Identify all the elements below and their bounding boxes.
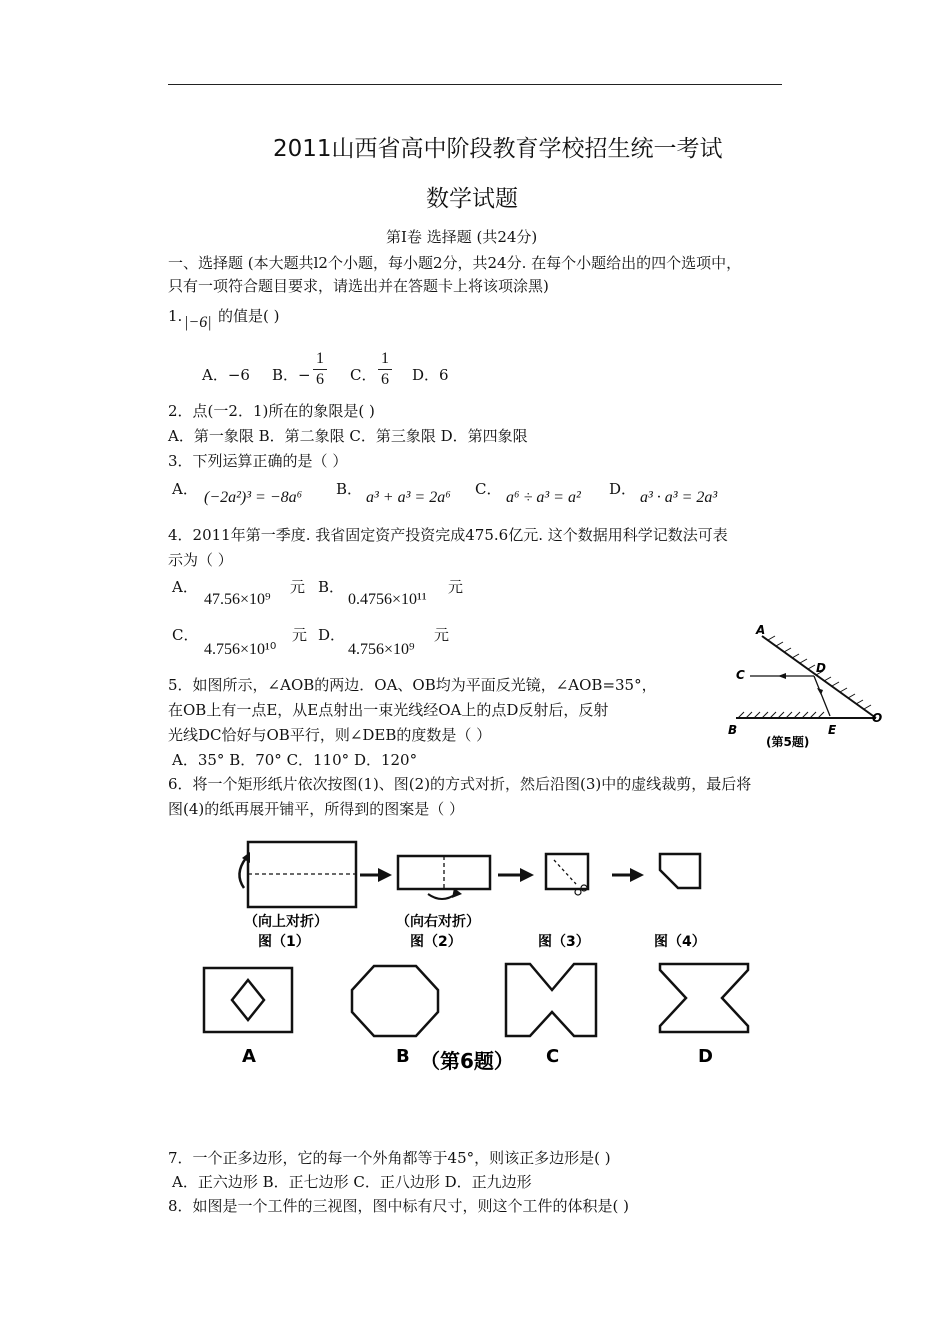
- q6-figure-caption: （第6题）: [420, 1049, 514, 1073]
- top-rule: [168, 84, 782, 85]
- instructions-line-2: 只有一项符合题目要求，请选出并在答题卡上将该项涂黑): [168, 277, 549, 295]
- q4-unit-a: 元: [290, 578, 306, 596]
- q1-option-c: C．: [350, 366, 377, 384]
- q1-expression: |−6|: [184, 314, 212, 331]
- ray-dc-arrow: [778, 673, 786, 679]
- fig1-fold-arrow: [239, 858, 246, 888]
- q1-fraction-b-den: 6: [316, 371, 324, 388]
- q4-label-c: C．: [172, 626, 199, 644]
- q3-label-d: D．: [609, 480, 637, 498]
- step-arrowhead-3: [630, 868, 644, 882]
- q1-fraction-c-num: 1: [381, 350, 389, 367]
- q1-option-d: D．6: [412, 366, 449, 384]
- q2-stem: 2．点(一2．1)所在的象限是( ): [168, 402, 375, 420]
- q4-expr-a: 47.56×10⁹: [204, 591, 271, 608]
- q1-fraction-c-bar: [378, 369, 392, 370]
- q5-line-1: 5．如图所示，∠AOB的两边．OA、OB均为平面反光镜，∠AOB=35°，: [168, 676, 657, 694]
- step-arrowhead-2: [520, 868, 534, 882]
- subject-title: 数学试题: [426, 186, 518, 212]
- option-a-rectangle: [204, 968, 292, 1032]
- option-d-label: D: [698, 1046, 713, 1067]
- exam-title: 2011山西省高中阶段教育学校招生统一考试: [273, 136, 723, 162]
- q1-fraction-b: [313, 350, 327, 389]
- section-heading: 第Ⅰ卷 选择题 (共24分): [386, 228, 538, 246]
- q3-expr-c: a⁶ ÷ a³ = a²: [506, 489, 581, 506]
- fig3-square: [546, 854, 588, 889]
- q4-stem-line-2: 示为（ ）: [168, 551, 233, 569]
- option-d-shape: [660, 964, 748, 1032]
- option-b-label: B: [396, 1046, 410, 1067]
- q4-unit-b: 元: [448, 578, 464, 596]
- q3-expr-b: a³ + a³ = 2a⁶: [366, 489, 451, 506]
- q5-line-3: 光线DC恰好与OB平行，则∠DEB的度数是（ ）: [168, 726, 492, 744]
- label-a: A: [756, 623, 766, 637]
- fig2-caption-a: （向右对折）: [396, 914, 480, 930]
- q6-figure: [170, 830, 770, 1100]
- q1-option-a: A．−6: [202, 366, 250, 384]
- q3-expr-d: a³ · a³ = 2a³: [640, 489, 718, 506]
- option-a-label: A: [242, 1046, 256, 1067]
- q4-label-a: A．: [172, 578, 198, 596]
- fig2-caption-b: 图（2）: [410, 934, 462, 950]
- q1-number: 1.: [168, 307, 183, 325]
- q5-figure-caption: (第5题): [766, 735, 810, 749]
- q4-label-b: B．: [318, 578, 345, 596]
- q4-stem-line-1: 4．2011年第一季度. 我省固定资产投资完成475.6亿元. 这个数据用科学记数法可表: [168, 526, 728, 544]
- q4-expr-d: 4.756×10⁹: [348, 641, 415, 658]
- step-arrowhead-1: [378, 868, 392, 882]
- option-a-diamond: [232, 980, 264, 1020]
- fig1-caption-b: 图（1）: [258, 934, 310, 950]
- q1-fraction-c: [378, 350, 392, 389]
- q3-label-a: A．: [172, 480, 198, 498]
- q4-expr-b: 0.4756×10¹¹: [348, 591, 427, 608]
- label-c: C: [736, 668, 745, 682]
- q3-label-c: C．: [475, 480, 502, 498]
- q7-options: A．正六边形 B．正七边形 C．正八边形 D．正九边形: [172, 1173, 532, 1191]
- q3-stem: 3．下列运算正确的是（ ）: [168, 452, 348, 470]
- q6-line-2: 图(4)的纸再展开铺平，所得到的图案是（ ）: [168, 800, 465, 818]
- q1-fraction-c-den: 6: [381, 371, 389, 388]
- q2-options: A．第一象限 B．第二象限 C．第三象限 D．第四象限: [168, 427, 528, 445]
- option-b-octagon: [352, 966, 438, 1036]
- ray-ed-arrow: [817, 688, 823, 695]
- fig4-caption: 图（4）: [654, 934, 706, 950]
- option-c-shape: [506, 964, 596, 1036]
- option-c-label: C: [546, 1046, 560, 1067]
- fig3-cut-line: [554, 860, 576, 884]
- instructions-line-1: 一、选择题 (本大题共l2个小题，每小题2分，共24分. 在每个小题给出的四个选项中，: [168, 254, 742, 272]
- label-o: O: [872, 711, 883, 725]
- label-d: D: [816, 661, 826, 675]
- fig2-fold-arrow: [428, 894, 456, 899]
- q8-stem: 8．如图是一个工件的三视图，图中标有尺寸，则这个工件的体积是( ): [168, 1197, 630, 1215]
- q6-line-1: 6．将一个矩形纸片依次按图(1)、图(2)的方式对折，然后沿图(3)中的虚线裁剪，最后将: [168, 775, 752, 793]
- label-e: E: [828, 723, 837, 737]
- q4-label-d: D．: [318, 626, 346, 644]
- q1-fraction-b-bar: [313, 369, 327, 370]
- q1-fraction-b-num: 1: [316, 350, 324, 367]
- q5-options: A．35° B．70° C．110° D．120°: [172, 751, 418, 769]
- label-b: B: [728, 723, 738, 737]
- q4-expr-c: 4.756×10¹⁰: [204, 641, 277, 658]
- fig3-caption: 图（3）: [538, 934, 590, 950]
- q3-label-b: B．: [336, 480, 363, 498]
- fig4-shape: [660, 854, 700, 888]
- q7-stem: 7．一个正多边形，它的每一个外角都等于45°，则该正多边形是( ): [168, 1149, 611, 1167]
- q5-line-2: 在OB上有一点E，从E点射出一束光线经OA上的点D反射后，反射: [168, 701, 609, 719]
- q1-option-b: B．−: [272, 366, 311, 384]
- q5-figure: [720, 618, 890, 758]
- mirror-oa: [762, 636, 876, 718]
- q1-stem: 的值是( ): [218, 307, 280, 325]
- fig1-caption-a: （向上对折）: [244, 914, 328, 930]
- q4-unit-d: 元: [434, 626, 450, 644]
- q3-expr-a: (−2a²)³ = −8a⁶: [204, 489, 303, 506]
- q4-unit-c: 元: [292, 626, 308, 644]
